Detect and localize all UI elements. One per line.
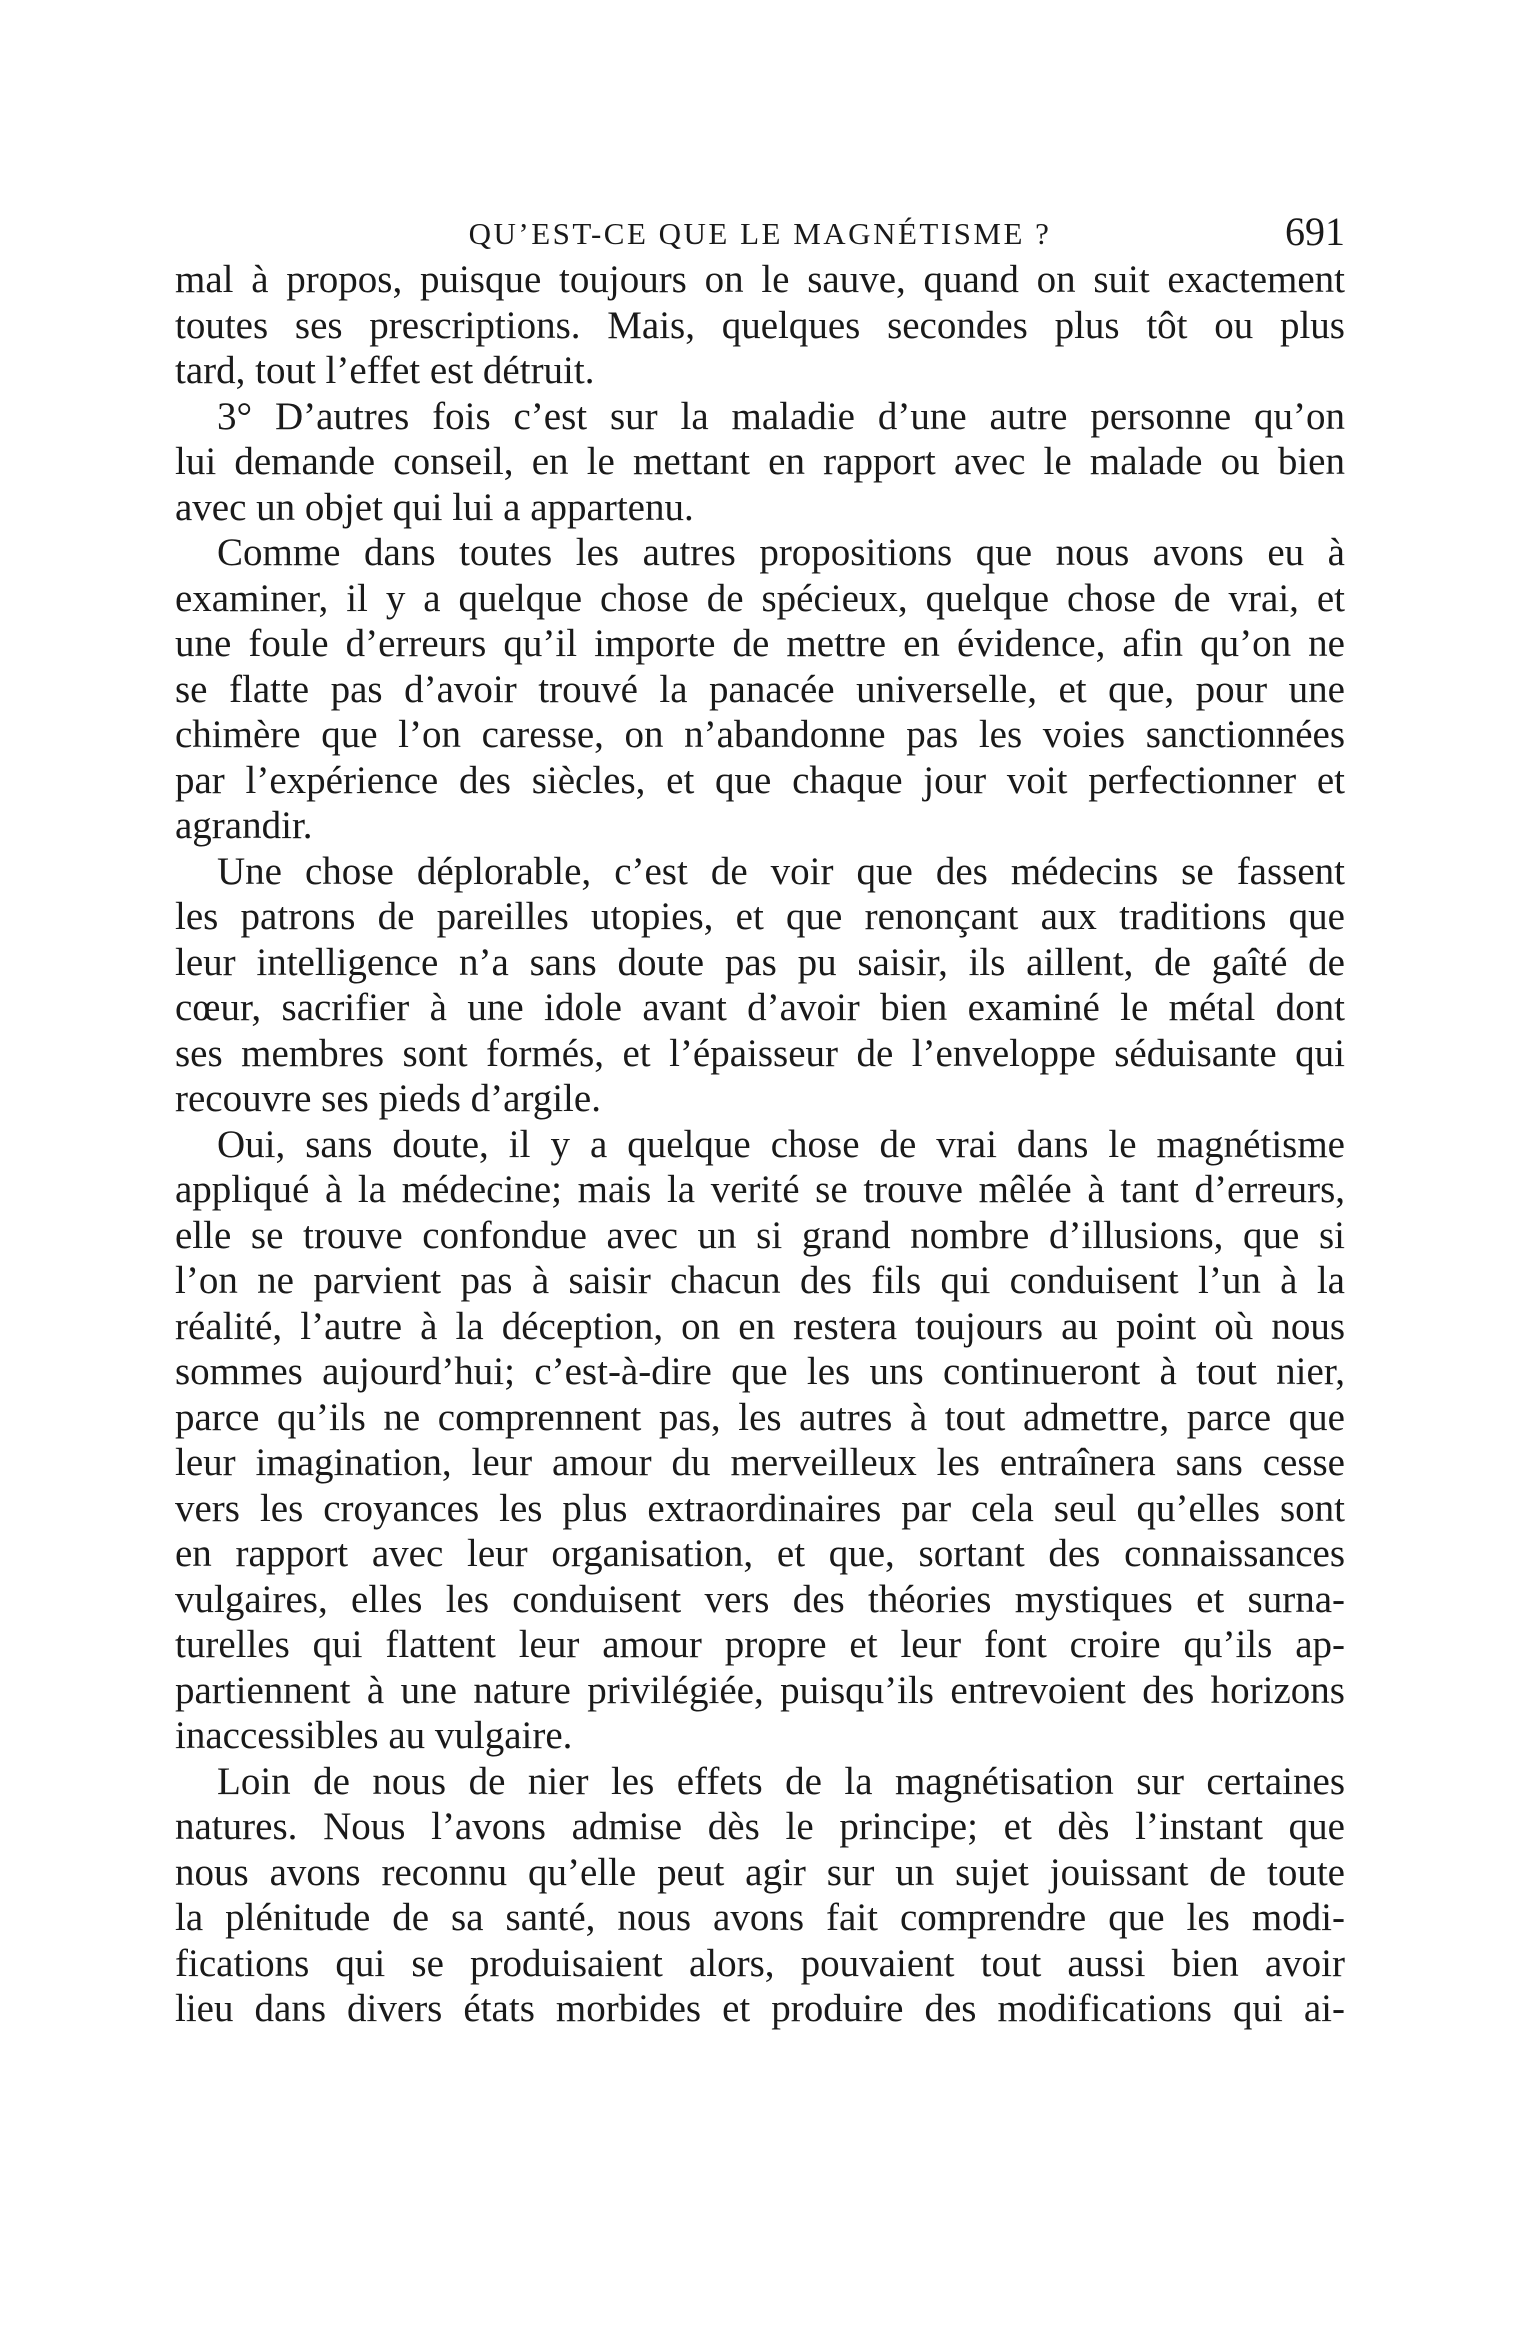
text-line: se flatte pas d’avoir trouvé la panacée universelle, et que, pour une (175, 667, 1345, 711)
page-number: 691 (1285, 209, 1345, 254)
text-line: vulgaires, elles les conduisent vers des théories mystiques et surna- (175, 1577, 1345, 1621)
text-line: vers les croyances les plus extraordinaires par cela seul qu’elles sont (175, 1486, 1345, 1530)
text-line: turelles qui flattent leur amour propre et leur font croire qu’ils ap- (175, 1623, 1345, 1666)
paragraph (175, 1122, 1345, 1759)
page-header (175, 208, 1345, 258)
text-line: appliqué à la médecine; mais la verité se trouve mêlée à tant d’erreurs, (175, 1168, 1345, 1211)
text-line: 3° D’autres fois c’est sur la maladie d’une autre personne qu’on (217, 394, 1345, 438)
paragraph (175, 1759, 1345, 2032)
text-line: fications qui se produisaient alors, pouvaient tout aussi bien avoir (175, 1941, 1345, 1985)
text-line: leur intelligence n’a sans doute pas pu saisir, ils aillent, de gaîté de (175, 940, 1345, 984)
text-line: recouvre ses pieds d’argile. (175, 1077, 601, 1120)
paragraph (175, 849, 1345, 1122)
text-line: examiner, il y a quelque chose de spécieux, quelque chose de vrai, et (175, 576, 1345, 620)
text-line: inaccessibles au vulgaire. (175, 1714, 573, 1757)
text-line: ses membres sont formés, et l’épaisseur de l’enveloppe séduisante qui (175, 1031, 1345, 1075)
text-line: Comme dans toutes les autres propositions que nous avons eu à (217, 531, 1345, 574)
text-line: réalité, l’autre à la déception, on en restera toujours au point où nous (175, 1304, 1345, 1348)
text-line: Une chose déplorable, c’est de voir que des médecins se fassent (217, 849, 1345, 893)
paragraph (175, 394, 1345, 531)
text-line: l’on ne parvient pas à saisir chacun des fils qui conduisent l’un à la (175, 1259, 1345, 1302)
text-line: la plénitude de sa santé, nous avons fait comprendre que les modi- (175, 1896, 1345, 1939)
text-line: les patrons de pareilles utopies, et que renonçant aux traditions que (175, 895, 1345, 938)
text-line: nous avons reconnu qu’elle peut agir sur un sujet jouissant de toute (175, 1850, 1345, 1894)
text-line: lui demande conseil, en le mettant en rapport avec le malade ou bien (175, 440, 1345, 483)
text-line: agrandir. (175, 804, 313, 847)
text-line: leur imagination, leur amour du merveilleux les entraînera sans cesse (175, 1441, 1345, 1484)
text-line: Oui, sans doute, il y a quelque chose de vrai dans le magnétisme (217, 1122, 1345, 1166)
text-line: en rapport avec leur organisation, et que, sortant des connaissances (175, 1532, 1345, 1575)
text-line: mal à propos, puisque toujours on le sauve, quand on suit exactement (175, 258, 1345, 301)
text-line: natures. Nous l’avons admise dès le principe; et dès l’instant que (175, 1805, 1345, 1848)
running-title: QU’EST-CE QUE LE MAGNÉTISME ? (468, 216, 1052, 251)
text-line: cœur, sacrifier à une idole avant d’avoir bien examiné le métal dont (175, 986, 1345, 1029)
text-body (175, 257, 1345, 2032)
text-line: Loin de nous de nier les effets de la magnétisation sur certaines (217, 1759, 1345, 1803)
text-line: elle se trouve confondue avec un si grand nombre d’illusions, que si (175, 1213, 1345, 1257)
text-line: lieu dans divers états morbides et produire des modifications qui ai- (175, 1987, 1345, 2030)
text-line: partiennent à une nature privilégiée, puisqu’ils entrevoient des horizons (175, 1668, 1345, 1712)
paragraph (175, 257, 1345, 394)
text-line: toutes ses prescriptions. Mais, quelques secondes plus tôt ou plus (175, 303, 1345, 347)
text-line: chimère que l’on caresse, on n’abandonne pas les voies sanctionnées (175, 713, 1345, 756)
text-line: par l’expérience des siècles, et que chaque jour voit perfectionner et (175, 758, 1345, 802)
text-line: sommes aujourd’hui; c’est-à-dire que les uns continueront à tout nier, (175, 1350, 1345, 1393)
text-line: tard, tout l’effet est détruit. (175, 349, 595, 392)
text-line: une foule d’erreurs qu’il importe de mettre en évidence, afin qu’on ne (175, 622, 1345, 665)
text-line: parce qu’ils ne comprennent pas, les autres à tout admettre, parce que (175, 1395, 1345, 1439)
text-line: avec un objet qui lui a appartenu. (175, 485, 694, 529)
paragraph (175, 530, 1345, 849)
